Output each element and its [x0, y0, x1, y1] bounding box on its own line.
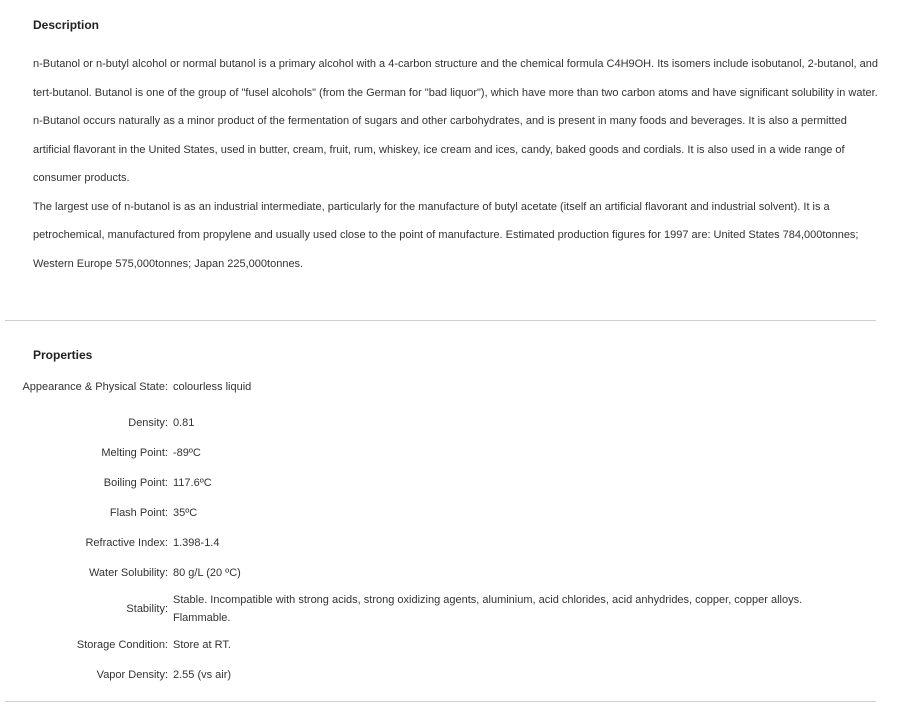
- properties-table: [0, 366, 880, 690]
- property-row-vapor-density: [0, 660, 880, 690]
- property-value: colourless liquid: [173, 381, 252, 393]
- description-paragraph-1: n-Butanol or n-butyl alcohol or normal butanol is a primary alcohol with a 4-carbon structure and the chemical formula C4H9OH. Its isomers include isobutanol, 2-butanol, and tert-butanol. Butanol is one of the group of "fusel alcohols" (from the German for "bad liquor"), which have more than two carbon atoms and have significant solubility in water.: [33, 58, 878, 99]
- property-label: Melting Point:: [101, 447, 168, 459]
- property-label: Flash Point:: [109, 507, 168, 519]
- property-row-boiling-point: [0, 468, 880, 498]
- property-label: Refractive Index:: [85, 537, 168, 549]
- property-value: 35ºC: [173, 507, 198, 519]
- property-row-storage-condition: [0, 630, 880, 660]
- property-row-refractive-index: [0, 528, 880, 558]
- property-row-melting-point: [0, 438, 880, 468]
- property-label: Boiling Point:: [103, 477, 168, 489]
- property-label: Density:: [128, 417, 168, 429]
- property-value: -89ºC: [173, 447, 201, 459]
- property-label: Stability:: [126, 603, 168, 615]
- description-paragraph-3: The largest use of n-butanol is as an industrial intermediate, particularly for the manufacture of butyl acetate (itself an artificial flavorant and industrial solvent). It is a petrochemical, manufactured from propylene and usually used close to the point of manufacture. Estimated production figures for 1997 are: United States 784,000tonnes; Western Europe 575,000tonnes; Japan 225,000tonnes.: [33, 200, 859, 270]
- description-paragraph-2: n-Butanol occurs naturally as a minor product of the fermentation of sugars and other carbohydrates, and is present in many foods and beverages. It is also a permitted artificial flavorant in the United States, used in butter, cream, fruit, rum, whiskey, ice cream and ices, candy, baked goods and cordials. It is also used in a wide range of consumer products.: [33, 115, 847, 184]
- section-divider: [5, 320, 876, 321]
- property-row-density: [0, 408, 880, 438]
- property-row-stability: [0, 588, 880, 630]
- property-value: 80 g/L (20 ºC): [173, 567, 241, 579]
- property-label: Water Solubility:: [88, 567, 168, 579]
- property-label: Appearance & Physical State:: [22, 381, 168, 393]
- property-row-water-solubility: [0, 558, 880, 588]
- property-label: Vapor Density:: [96, 669, 168, 681]
- properties-heading: Properties: [33, 348, 93, 362]
- description-heading: Description: [33, 18, 100, 32]
- property-value: 117.6ºC: [173, 477, 212, 489]
- property-value: Stable. Incompatible with strong acids, strong oxidizing agents, aluminium, acid chlorides, acid anhydrides, copper, copper alloys. Flammable.: [173, 594, 803, 624]
- property-value: 0.81: [173, 417, 195, 429]
- property-value: Store at RT.: [173, 639, 231, 651]
- section-divider: [5, 701, 876, 702]
- description-body: [33, 50, 878, 278]
- property-value: 2.55 (vs air): [173, 669, 232, 681]
- property-row-flash-point: [0, 498, 880, 528]
- property-label: Storage Condition:: [76, 639, 168, 651]
- property-row-appearance: [0, 366, 880, 408]
- property-value: 1.398-1.4: [173, 537, 220, 549]
